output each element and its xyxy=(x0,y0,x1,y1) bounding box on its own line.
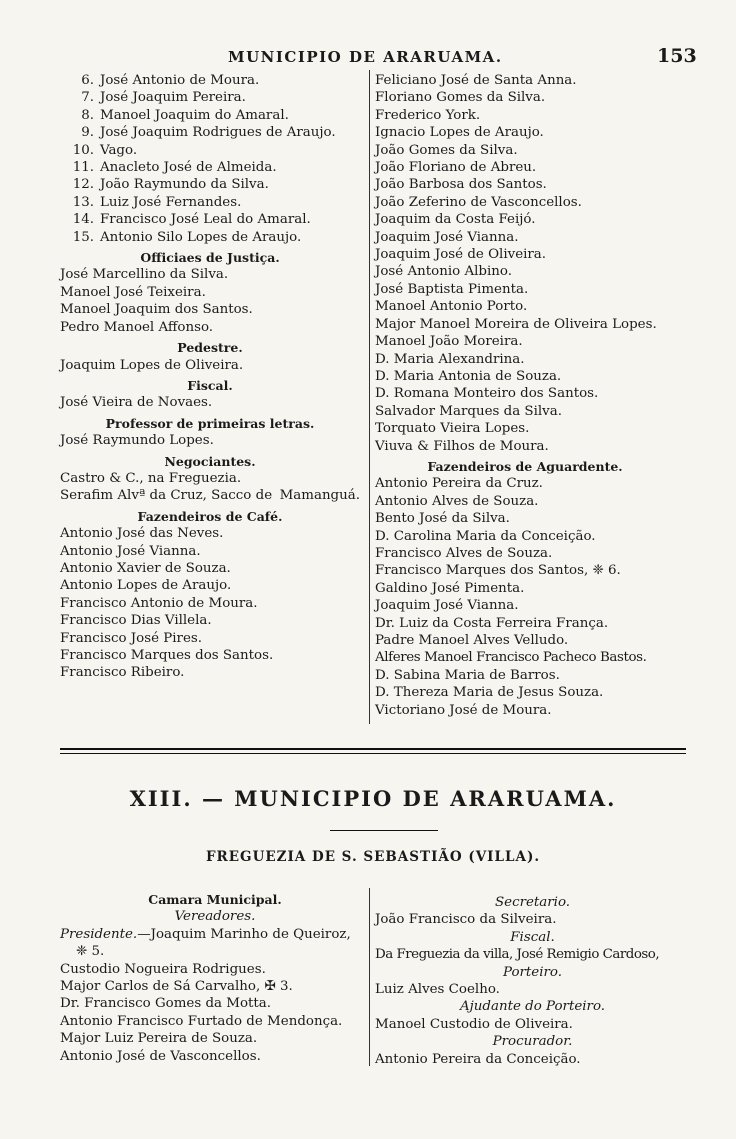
officer-name: Manoel Custodio de Oliveira. xyxy=(375,1016,573,1032)
list-item: Floriano Gomes da Silva. xyxy=(375,90,546,106)
list-item: Antonio Xavier de Souza. xyxy=(60,560,231,576)
list-item: Antonio José de Vasconcellos. xyxy=(60,1048,261,1064)
list-item: Serafim Alvª da Cruz, Sacco de Mamanguá. xyxy=(60,488,360,504)
list-item: Bento José da Silva. xyxy=(375,511,510,527)
list-item: Joaquim da Costa Feijó. xyxy=(375,212,536,228)
aguardente-heading: Fazendeiros de Aguardente. xyxy=(427,458,623,474)
list-item: João Zeferino de Vasconcellos. xyxy=(375,194,582,210)
list-item: José Baptista Pimenta. xyxy=(375,281,529,297)
list-item: Major Luiz Pereira de Souza. xyxy=(60,1031,258,1047)
list-item: 10. Vago. xyxy=(72,142,138,158)
section-title: XIII. — MUNICIPIO DE ARARUAMA. xyxy=(129,786,617,811)
list-item: Torquato Vieira Lopes. xyxy=(375,421,530,437)
list-item: Antonio Pereira da Cruz. xyxy=(375,476,543,492)
officer-role: Procurador. xyxy=(492,1034,573,1050)
camara-column xyxy=(60,888,370,1065)
pedestre-heading: Pedestre. xyxy=(177,340,243,356)
list-item: Manoel Joaquim dos Santos. xyxy=(60,302,253,318)
list-item: José Marcellino da Silva. xyxy=(60,267,229,283)
list-item: Antonio Alves de Souza. xyxy=(375,493,539,509)
list-item: 15. Antonio Silo Lopes de Araujo. xyxy=(72,229,302,245)
officer-name: Da Freguezia da villa, José Remigio Cardoso, xyxy=(375,947,660,963)
right-column xyxy=(375,72,675,719)
list-item: D. Thereza Maria de Jesus Souza. xyxy=(375,685,604,701)
negociantes-heading: Negociantes. xyxy=(164,453,256,469)
list-item: Major Manoel Moreira de Oliveira Lopes. xyxy=(375,316,657,332)
officer-name: Antonio Pereira da Conceição. xyxy=(375,1051,581,1067)
list-item: 6. José Antonio de Moura. xyxy=(81,73,260,88)
parish-title: FREGUEZIA DE S. SEBASTIÃO (VILLA). xyxy=(205,849,541,865)
list-item: José Antonio Albino. xyxy=(375,264,512,280)
list-item: Salvador Marques da Silva. xyxy=(375,403,562,419)
cafe-heading: Fazendeiros de Café. xyxy=(137,508,283,524)
list-item: Antonio Francisco Furtado de Mendonça. xyxy=(60,1013,343,1029)
list-item: Major Carlos de Sá Carvalho, ✠ 3. xyxy=(60,979,293,995)
page-number: 153 xyxy=(657,45,697,67)
list-item: Francisco Ribeiro. xyxy=(60,665,185,681)
list-item: Francisco José Pires. xyxy=(60,630,203,646)
list-item: 9. José Joaquim Rodrigues de Araujo. xyxy=(81,125,336,141)
title-underline xyxy=(330,830,438,831)
list-item: Manoel João Moreira. xyxy=(375,334,523,350)
list-item: Manoel Antonio Porto. xyxy=(375,299,528,315)
officer-name: Luiz Alves Coelho. xyxy=(375,982,500,998)
left-column xyxy=(60,72,360,682)
list-item: João Floriano de Abreu. xyxy=(375,160,537,176)
presidente-decoration: ❈ 5. xyxy=(76,944,105,960)
list-item: Pedro Manoel Affonso. xyxy=(60,319,214,335)
section-divider xyxy=(60,748,686,754)
list-item: José Vieira de Novaes. xyxy=(60,395,213,411)
list-item: Ignacio Lopes de Araujo. xyxy=(375,125,544,141)
list-item: 12. João Raymundo da Silva. xyxy=(72,177,269,193)
list-item: Antonio José Vianna. xyxy=(60,543,201,559)
column-divider xyxy=(369,70,370,724)
list-item: Manoel José Teixeira. xyxy=(60,284,206,300)
list-item: Francisco Dias Villela. xyxy=(60,613,212,629)
officer-role: Porteiro. xyxy=(502,964,562,980)
officer-role: Secretario. xyxy=(494,895,571,910)
list-item: Francisco Antonio de Moura. xyxy=(60,595,258,611)
officer-role: Ajudante do Porteiro. xyxy=(459,999,606,1015)
list-item: 8. Manoel Joaquim do Amaral. xyxy=(81,107,289,123)
presidente-line: Presidente.—Joaquim Marinho de Queiroz, xyxy=(60,926,351,942)
list-item: Galdino José Pimenta. xyxy=(375,580,525,596)
list-item: Castro & C., na Freguezia. xyxy=(60,470,242,486)
list-item: Francisco Alves de Souza. xyxy=(375,545,553,561)
list-item: Antonio Lopes de Araujo. xyxy=(60,578,232,594)
list-item: D. Romana Monteiro dos Santos. xyxy=(375,386,599,402)
list-item: Dr. Luiz da Costa Ferreira França. xyxy=(375,615,609,631)
list-item: Francisco Marques dos Santos, ❈ 6. xyxy=(375,563,621,579)
list-item: Antonio José das Neves. xyxy=(60,526,224,542)
list-item: Joaquim José de Oliveira. xyxy=(375,247,547,263)
camara-heading: Camara Municipal. xyxy=(148,892,282,907)
list-item: Joaquim José Vianna. xyxy=(375,229,519,245)
vereadores-label: Vereadores. xyxy=(174,909,256,925)
list-item: D. Maria Antonia de Souza. xyxy=(375,368,562,384)
list-item: 14. Francisco José Leal do Amaral. xyxy=(72,212,311,228)
list-item: José Raymundo Lopes. xyxy=(60,433,214,449)
list-item: 13. Luiz José Fernandes. xyxy=(72,194,242,210)
officer-name: João Francisco da Silveira. xyxy=(375,912,557,928)
list-item: Padre Manoel Alves Velludo. xyxy=(375,633,569,648)
running-head: MUNICIPIO DE ARARUAMA. xyxy=(228,48,503,66)
list-item: D. Maria Alexandrina. xyxy=(375,351,525,367)
list-item: João Gomes da Silva. xyxy=(375,142,518,158)
list-item: Dr. Francisco Gomes da Motta. xyxy=(60,996,272,1012)
fiscal-heading: Fiscal. xyxy=(187,377,233,393)
list-item: Custodio Nogueira Rodrigues. xyxy=(60,961,266,977)
list-item: Francisco Marques dos Santos. xyxy=(60,648,274,663)
list-item: Joaquim José Vianna. xyxy=(375,598,519,614)
list-item: 7. José Joaquim Pereira. xyxy=(81,90,246,106)
professor-heading: Professor de primeiras letras. xyxy=(105,415,315,431)
list-item: Frederico York. xyxy=(375,107,481,123)
list-item: Alferes Manoel Francisco Pacheco Bastos. xyxy=(375,650,647,666)
list-item: João Barbosa dos Santos. xyxy=(375,177,547,193)
officers-column xyxy=(375,894,690,1068)
list-item: 11. Anacleto José de Almeida. xyxy=(72,160,277,176)
officiaes-heading: Officiaes de Justiça. xyxy=(140,250,280,266)
list-item: Victoriano José de Moura. xyxy=(375,702,552,718)
list-item: D. Carolina Maria da Conceição. xyxy=(375,528,596,544)
officer-role: Fiscal. xyxy=(510,929,555,945)
list-item: D. Sabina Maria de Barros. xyxy=(375,667,560,683)
list-item: Joaquim Lopes de Oliveira. xyxy=(60,357,244,373)
list-item: Feliciano José de Santa Anna. xyxy=(375,73,577,88)
list-item: Viuva & Filhos de Moura. xyxy=(375,438,549,454)
